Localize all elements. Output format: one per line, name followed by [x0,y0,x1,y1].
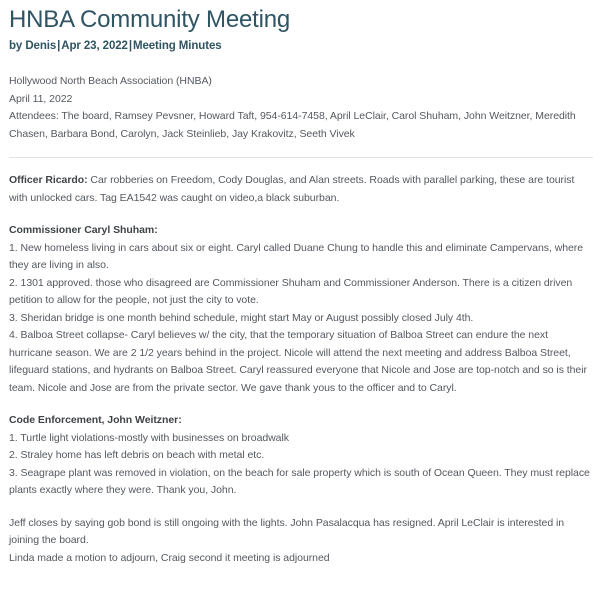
commissioner-item-3: 3. Sheridan bridge is one month behind schedule, might start May or August possibly closed July 4th. [9,311,474,324]
commissioner-item-4: 4. Balboa Street collapse- Caryl believes w/ the city, that the temporary situation of Balboa Street can endure the next hurricane season. We are 2 1/2 years behind in the project. Nicole will attend the next meeting and address Balboa Street, lifeguard stations, and hydrants on Balboa Street. Caryl reassured everyone that Nicole and Jose are top-notch and so is their team. Nicole and Jose are from the private sector. We gave thank yous to the officer and to Caryl. [9,329,587,394]
commissioner-item-2: 2. 1301 approved. those who disagreed are Commissioner Shuham and Commissioner Anderson. There is a citizen driven petition to allow for the people, not just the city to vote. [9,276,573,306]
closing-line-1: Jeff closes by saying gob bond is still ongoing with the lights. John Pasalacqua has resigned. April LeClair is interested in joining the board. [9,516,565,546]
code-enforcement-item-2: 2. Straley home has left debris on beach with metal etc. [9,449,265,461]
code-enforcement-item-3: 3. Seagrape plant was removed in violation, on the beach for sale property which is south of Ocean Queen. They must replace plants exactly where they were. Thank you, John. [9,466,590,496]
commissioner-item-1: 1. New homeless living in cars about six or eight. Caryl called Duane Chung to handle this and eliminate Campervans, where they are living in also. [9,241,584,271]
closing-line-2: Linda made a motion to adjourn, Craig second it meeting is adjourned [9,551,330,564]
meeting-date: April 11, 2022 [9,92,73,105]
spacer-1 [9,207,593,222]
code-enforcement-section [9,412,593,500]
code-enforcement-heading: Code Enforcement, John Weitzner: [9,414,182,426]
officer-text: Car robberies on Freedom, Cody Douglas, and Alan streets. Roads with parallel parking, these are tourist with unlocked cars. Tag EA1542 was caught on video,a black suburban. [9,174,575,204]
commissioner-heading: Commissioner Caryl Shuham: [9,224,158,236]
spacer-2 [9,397,593,412]
post-meta [9,39,593,53]
post-category[interactable]: Meeting Minutes [132,40,222,52]
post-date: Apr 23, 2022 [61,40,128,52]
code-enforcement-item-1: 1. Turtle light violations-mostly with businesses on broadwalk [9,431,289,444]
meta-separator-1: | [57,40,61,52]
officer-label: Officer Ricardo: [9,174,88,186]
officer-paragraph [9,172,593,207]
spacer-3 [9,500,593,515]
section-divider [9,157,593,158]
commissioner-section [9,222,593,397]
organization-name: Hollywood North Beach Association (HNBA) [9,75,212,87]
page-title: HNBA Community Meeting [9,6,291,33]
post-author: by Denis [9,40,57,52]
attendees-list: Attendees: The board, Ramsey Pevsner, Howard Taft, 954-614-7458, April LeClair, Carol Shuham, John Weitzner, Meredith Chasen, Barbara Bond, Carolyn, Jack Steinlieb, Jay Krakovitz, Seeth Vivek [9,110,576,140]
intro-block [9,73,593,143]
officer-section [9,172,593,207]
closing-section [9,515,593,568]
meta-separator-2: | [128,40,132,52]
